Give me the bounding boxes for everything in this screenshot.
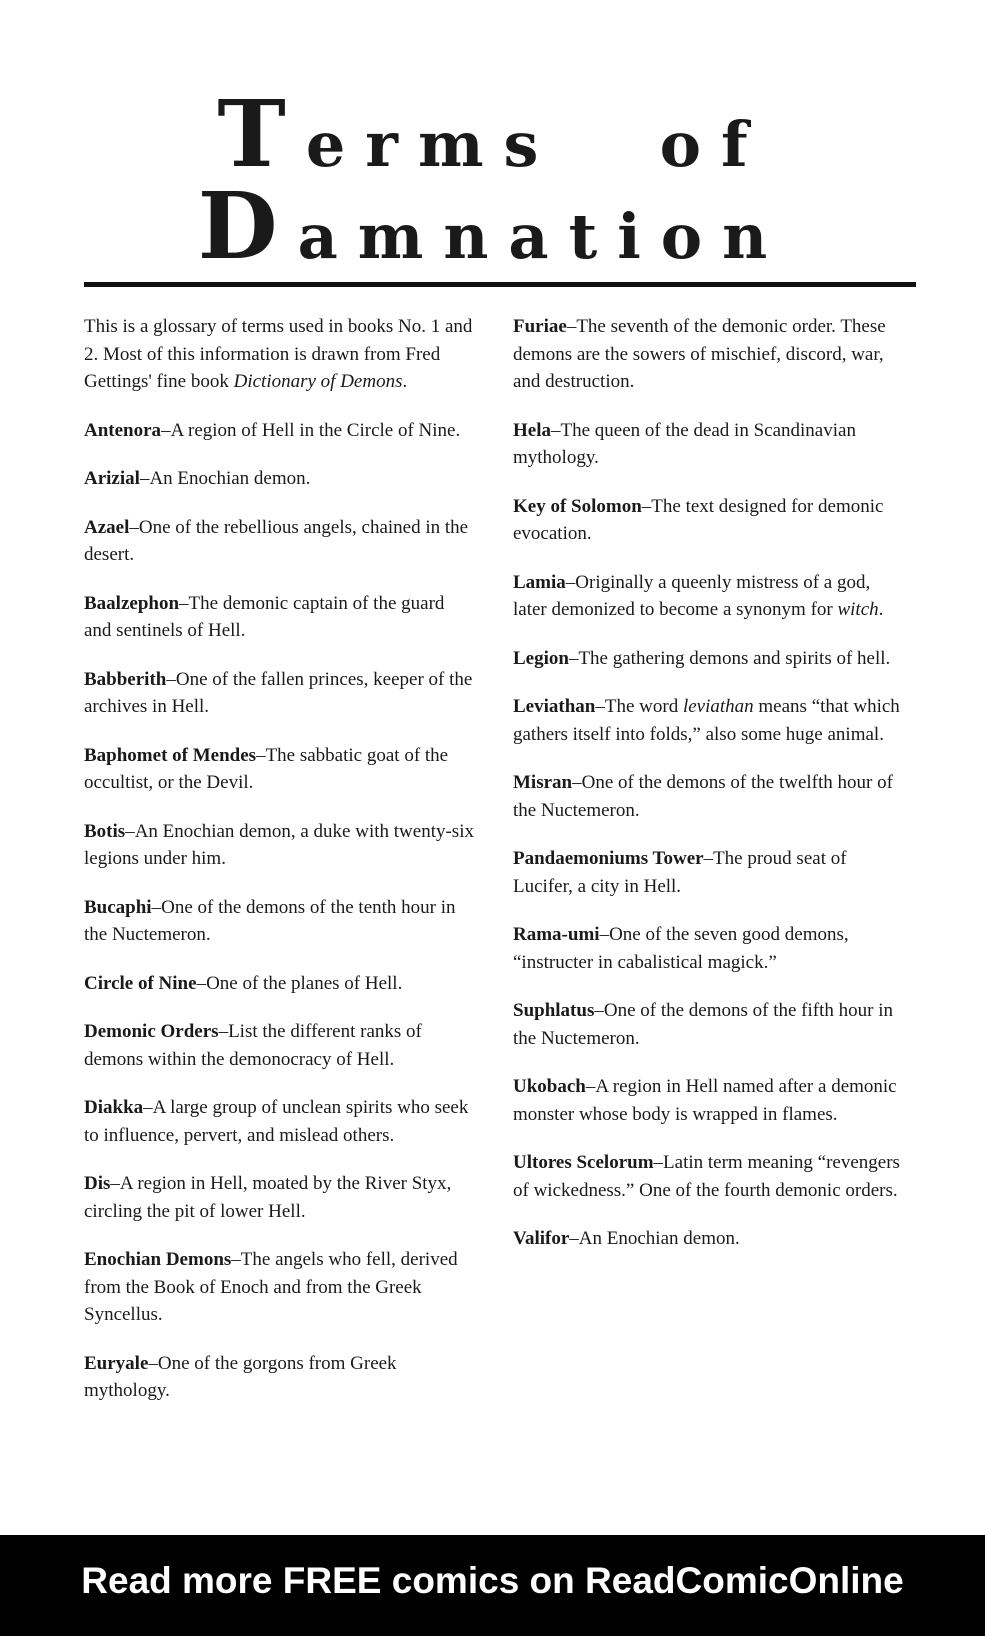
- glossary-entry: Valifor–An Enochian demon.: [513, 1228, 740, 1249]
- intro-paragraph: This is a glossary of terms used in books No. 1 and 2. Most of this information is drawn from Fred Gettings' fine book Dictionary of Demons.: [84, 316, 473, 392]
- glossary-entry: Pandaemoniums Tower–The proud seat of Lucifer, a city in Hell.: [513, 848, 847, 897]
- glossary-entry: Dis–A region in Hell, moated by the River Styx, circling the pit of lower Hell.: [84, 1173, 452, 1222]
- title-word-terms: Terms: [217, 80, 559, 188]
- glossary-entry: Legion–The gathering demons and spirits of hell.: [513, 647, 891, 669]
- glossary-entry: Antenora–A region of Hell in the Circle of Nine.: [84, 419, 461, 441]
- glossary-entry: Rama-umi–One of the seven good demons, “instructer in cabalistical magick.”: [513, 924, 849, 973]
- title-word-of: of: [659, 108, 768, 181]
- glossary-entry: Demonic Orders–List the different ranks of demons within the demonocracy of Hell.: [84, 1021, 422, 1070]
- glossary-entry: Ukobach–A region in Hell named after a demonic monster whose body is wrapped in flames.: [513, 1076, 897, 1125]
- glossary-entry: Euryale–One of the gorgons from Greek mythology.: [84, 1352, 397, 1401]
- footer-banner-text[interactable]: Read more FREE comics on ReadComicOnline: [81, 1560, 904, 1601]
- glossary-entry: Baalzephon–The demonic captain of the guard and sentinels of Hell.: [84, 592, 445, 641]
- glossary-entry: Key of Solomon–The text designed for demonic evocation.: [513, 495, 884, 544]
- glossary-column-left: [84, 313, 476, 1426]
- glossary-entry: Botis–An Enochian demon, a duke with twenty-six legions under him.: [84, 820, 474, 869]
- glossary-entry: Misran–One of the demons of the twelfth hour of the Nuctemeron.: [513, 772, 893, 821]
- glossary-entry: Suphlatus–One of the demons of the fifth hour in the Nuctemeron.: [513, 1000, 893, 1049]
- glossary-entry: Circle of Nine–One of the planes of Hell.: [84, 972, 403, 994]
- glossary-entry: Enochian Demons–The angels who fell, derived from the Book of Enoch and from the Greek Syncellus.: [84, 1249, 458, 1325]
- glossary-entry: Babberith–One of the fallen princes, keeper of the archives in Hell.: [84, 668, 473, 717]
- page-title-line-2: Damnation: [197, 172, 788, 280]
- glossary-entry: Baphomet of Mendes–The sabbatic goat of the occultist, or the Devil.: [84, 744, 449, 793]
- glossary-entry: Ultores Scelorum–Latin term meaning “revengers of wickedness.” One of the fourth demonic orders.: [513, 1152, 900, 1201]
- glossary-entry: Azael–One of the rebellious angels, chained in the desert.: [84, 516, 469, 565]
- title-divider: [84, 282, 916, 287]
- glossary-entry: Bucaphi–One of the demons of the tenth hour in the Nuctemeron.: [84, 896, 456, 945]
- glossary-entry: Hela–The queen of the dead in Scandinavian mythology.: [513, 419, 856, 468]
- glossary-column-right: [513, 313, 905, 1274]
- glossary-entry: Arizial–An Enochian demon.: [84, 468, 311, 489]
- glossary-entry: Leviathan–The word leviathan means “that which gathers itself into folds,” also some huge animal.: [513, 696, 900, 745]
- glossary-entry: Diakka–A large group of unclean spirits who seek to influence, pervert, and mislead others.: [84, 1097, 469, 1146]
- glossary-entry: Lamia–Originally a queenly mistress of a god, later demonized to become a synonym for witch.: [513, 571, 884, 620]
- glossary-entry: Furiae–The seventh of the demonic order. These demons are the sowers of mischief, discord, war, and destruction.: [513, 316, 886, 392]
